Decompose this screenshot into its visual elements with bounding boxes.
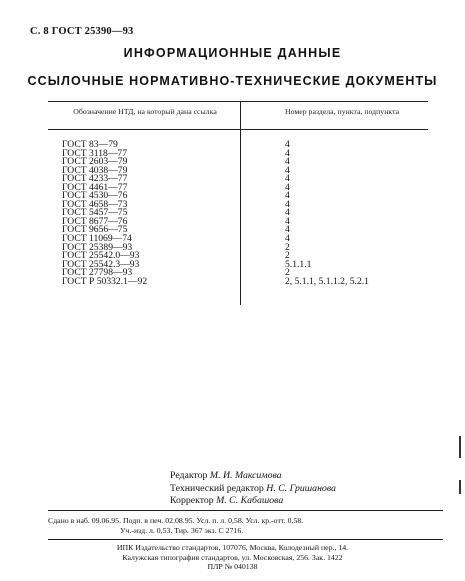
reference-number: 4: [285, 190, 290, 202]
reference-number: 4: [285, 207, 290, 219]
document-list: [62, 141, 147, 286]
document-designation: ГОСТ 5457—75: [62, 207, 128, 219]
editors-block: [170, 470, 336, 508]
document-title: ИНФОРМАЦИОННЫЕ ДАННЫЕ: [123, 46, 342, 60]
document-designation: ГОСТ 4461—77: [62, 181, 128, 193]
publisher-line-1: ИПК Издательство стандартов, 107076, Москва, Колодезный пер., 14.: [116, 543, 349, 552]
document-designation: ГОСТ 2603—79: [62, 156, 128, 168]
imprint-line-2: Уч.-изд. л. 0,53. Тир. 367 экз. С 2716.: [120, 526, 244, 535]
page-header: С. 8 ГОСТ 25390—93: [30, 26, 134, 37]
document-designation: ГОСТ 25542.3—93: [62, 258, 140, 270]
document-designation: ГОСТ Р 50332.1—92: [62, 275, 148, 287]
reference-number: 2, 5.1.1, 5.1.1.2, 5.2.1: [285, 275, 369, 287]
document-designation: ГОСТ 4530—76: [62, 190, 128, 202]
table-header-reference: Номер раздела, пункта, подпункта: [284, 107, 400, 116]
document-designation: ГОСТ 4658—73: [62, 198, 128, 210]
tech-editor-role: Технический редактор: [170, 482, 264, 494]
table-header-rule: [48, 129, 428, 130]
document-designation: ГОСТ 8677—76: [62, 215, 128, 227]
scan-edge-mark: [459, 480, 461, 494]
editor-name: М. И. Максимова: [209, 470, 282, 481]
document-designation: ГОСТ 25389—93: [62, 241, 133, 253]
reference-number: 4: [285, 173, 290, 185]
editor-role: Редактор: [170, 470, 208, 481]
reference-number: 2: [285, 267, 290, 279]
reference-number: 4: [285, 147, 290, 159]
table-header-document: Обозначение НТД, на который дана ссылка: [73, 107, 217, 116]
corrector-line: [170, 495, 336, 508]
publisher-line-2: Калужская типография стандартов, ул. Московская, 256. Зак. 1422: [122, 552, 343, 562]
reference-number: 4: [285, 224, 290, 236]
tech-editor-line: [170, 483, 336, 496]
reference-number: 4: [285, 156, 290, 168]
document-designation: ГОСТ 27798—93: [62, 267, 133, 279]
reference-list: [285, 141, 369, 286]
imprint-top-rule: [48, 510, 443, 511]
reference-number: 4: [285, 164, 290, 176]
scan-edge-mark: [459, 436, 461, 458]
document-designation: ГОСТ 3118—77: [62, 147, 128, 159]
corrector-role: Корректор: [170, 495, 214, 506]
document-designation: ГОСТ 83—79: [62, 139, 118, 150]
reference-number: 4: [285, 181, 290, 193]
imprint-block: [48, 516, 448, 536]
document-designation: ГОСТ 9656—75: [62, 224, 128, 236]
reference-number: 5.1.1.1: [285, 258, 312, 270]
table-top-rule: [48, 101, 428, 102]
section-title: ССЫЛОЧНЫЕ НОРМАТИВНО-ТЕХНИЧЕСКИЕ ДОКУМЕНТЫ: [27, 74, 438, 88]
table-column-divider: [240, 101, 241, 305]
reference-number: 2: [285, 241, 290, 253]
document-designation: ГОСТ 4233—77: [62, 173, 128, 185]
reference-number: 2: [285, 250, 290, 262]
reference-number: 4: [285, 198, 290, 210]
publisher-line-3: ПЛР № 040138: [207, 562, 258, 571]
reference-number: 4: [285, 233, 290, 245]
publisher-block: [0, 543, 465, 572]
reference-number: 4: [285, 139, 290, 150]
reference-number: 4: [285, 215, 290, 227]
document-designation: ГОСТ 11069—74: [62, 233, 132, 245]
imprint-line-1: Сдано в наб. 09.06.95. Подп. в печ. 02.08.95. Усл. п. л. 0,58. Усл. кр.-отт. 0,58.: [48, 516, 304, 525]
tech-editor-name: Н. С. Гришанова: [266, 482, 336, 494]
editor-line: [170, 470, 336, 483]
document-designation: ГОСТ 4038—79: [62, 164, 128, 176]
document-designation: ГОСТ 25542.0—93: [62, 250, 140, 262]
corrector-name: М. С. Кабашова: [216, 495, 284, 506]
imprint-bottom-rule: [48, 539, 443, 540]
